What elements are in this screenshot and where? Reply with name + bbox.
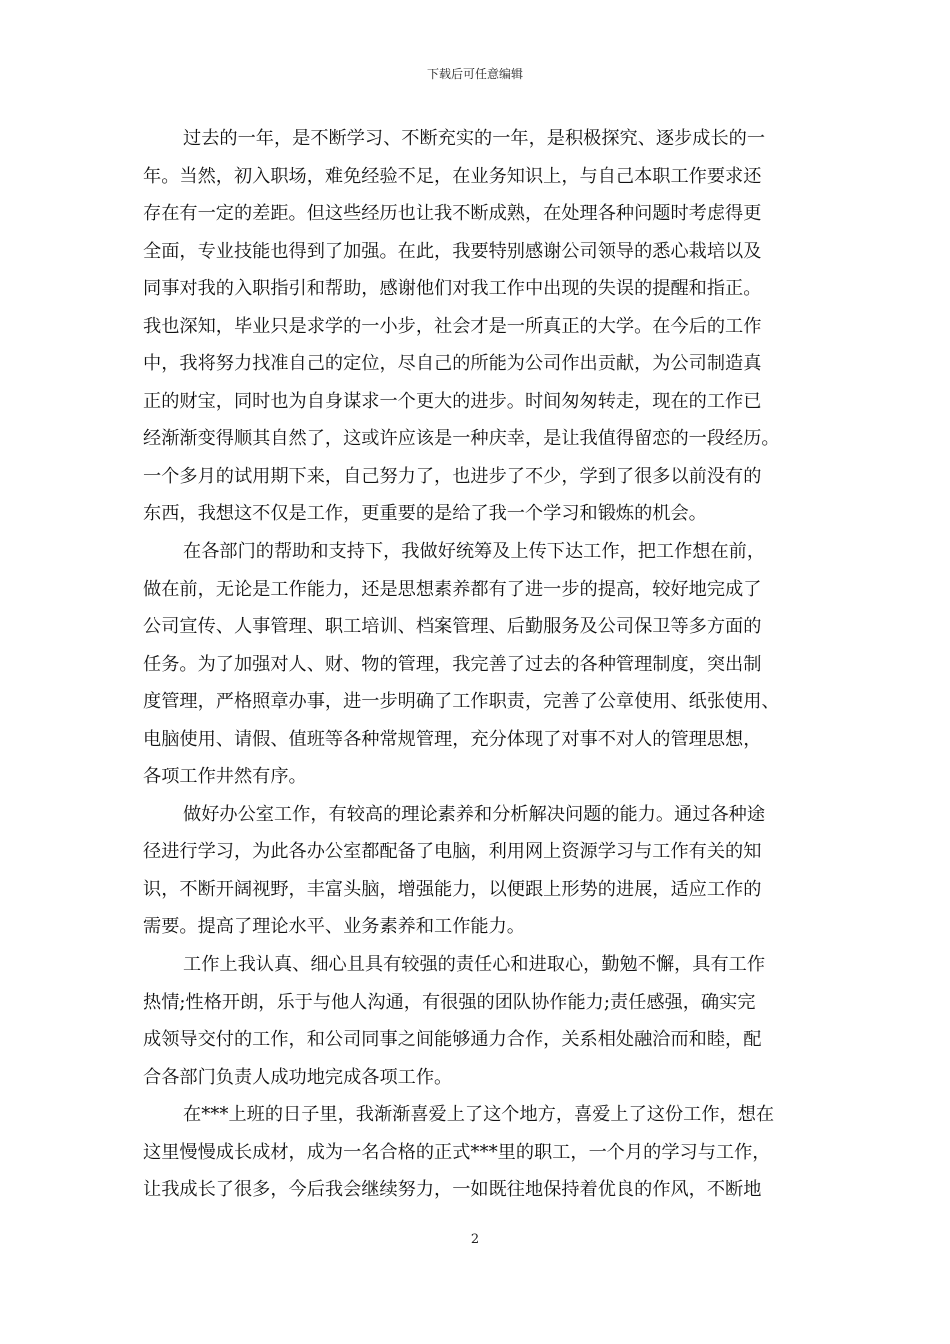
text-line: 中，我将努力找准自己的定位，尽自己的所能为公司作出贡献，为公司制造真 [143, 353, 762, 375]
text-line: 全面，专业技能也得到了加强。在此，我要特别感谢公司领导的悉心栽培以及 [143, 240, 762, 262]
text-line: 东西，我想这不仅是工作，更重要的是给了我一个学习和锻炼的机会。 [143, 503, 707, 525]
text-line: 热情;性格开朗，乐于与他人沟通，有很强的团队协作能力;责任感强，确实完 [143, 991, 756, 1013]
text-line: 做好办公室工作，有较高的理论素养和分析解决问题的能力。通过各种途 [183, 803, 766, 825]
text-line: 做在前，无论是工作能力，还是思想素养都有了进一步的提高，较好地完成了 [143, 578, 762, 600]
text-line: 在***上班的日子里，我渐渐喜爱上了这个地方，喜爱上了这份工作，想在 [183, 1104, 775, 1126]
text-line: 工作上我认真、细心且具有较强的责任心和进取心，勤勉不懈，具有工作 [183, 954, 766, 976]
text-line: 过去的一年，是不断学习、不断充实的一年，是积极探究、逐步成长的一 [183, 128, 766, 149]
text-line: 成领导交付的工作，和公司同事之间能够通力合作，关系相处融洽而和睦，配 [143, 1029, 762, 1051]
text-line: 让我成长了很多，今后我会继续努力，一如既往地保持着优良的作风，不断地 [143, 1179, 762, 1201]
document-body [143, 120, 823, 1209]
text-line: 一个多月的试用期下来，自己努力了，也进步了不少，学到了很多以前没有的 [143, 465, 762, 487]
text-line: 这里慢慢成长成材，成为一名合格的正式***里的职工，一个月的学习与工作， [143, 1141, 771, 1163]
text-line: 任务。为了加强对人、财、物的管理，我完善了过去的各种管理制度，突出制 [143, 653, 762, 675]
text-line: 经渐渐变得顺其自然了，这或许应该是一种庆幸，是让我值得留恋的一段经历。 [143, 428, 780, 450]
text-line: 合各部门负责人成功地完成各项工作。 [143, 1066, 453, 1088]
text-line: 公司宣传、人事管理、职工培训、档案管理、后勤服务及公司保卫等多方面的 [143, 616, 762, 638]
text-line: 需要。提高了理论水平、业务素养和工作能力。 [143, 916, 525, 938]
text-line: 同事对我的入职指引和帮助，感谢他们对我工作中出现的失误的提醒和指正。 [143, 278, 762, 300]
text-line: 识，不断开阔视野，丰富头脑，增强能力，以便跟上形势的进展，适应工作的 [143, 878, 762, 900]
text-line: 正的财宝，同时也为自身谋求一个更大的进步。时间匆匆转走，现在的工作已 [143, 390, 762, 412]
text-line: 各项工作井然有序。 [143, 766, 307, 788]
text-line: 存在有一定的差距。但这些经历也让我不断成熟，在处理各种问题时考虑得更 [143, 203, 762, 225]
text-line: 径进行学习，为此各办公室都配备了电脑，利用网上资源学习与工作有关的知 [143, 841, 762, 863]
text-line: 度管理，严格照章办事，进一步明确了工作职责，完善了公章使用、纸张使用、 [143, 691, 780, 713]
page-header: 下载后可任意编辑 [426, 67, 523, 81]
page-number: 2 [470, 1232, 480, 1247]
text-line: 在各部门的帮助和支持下，我做好统筹及上传下达工作，把工作想在前， [183, 541, 766, 563]
text-line: 年。当然，初入职场，难免经验不足，在业务知识上，与自己本职工作要求还 [143, 165, 762, 187]
text-line: 电脑使用、请假、值班等各种常规管理，充分体现了对事不对人的管理思想， [143, 728, 762, 750]
text-line: 我也深知，毕业只是求学的一小步，社会才是一所真正的大学。在今后的工作 [143, 315, 762, 337]
